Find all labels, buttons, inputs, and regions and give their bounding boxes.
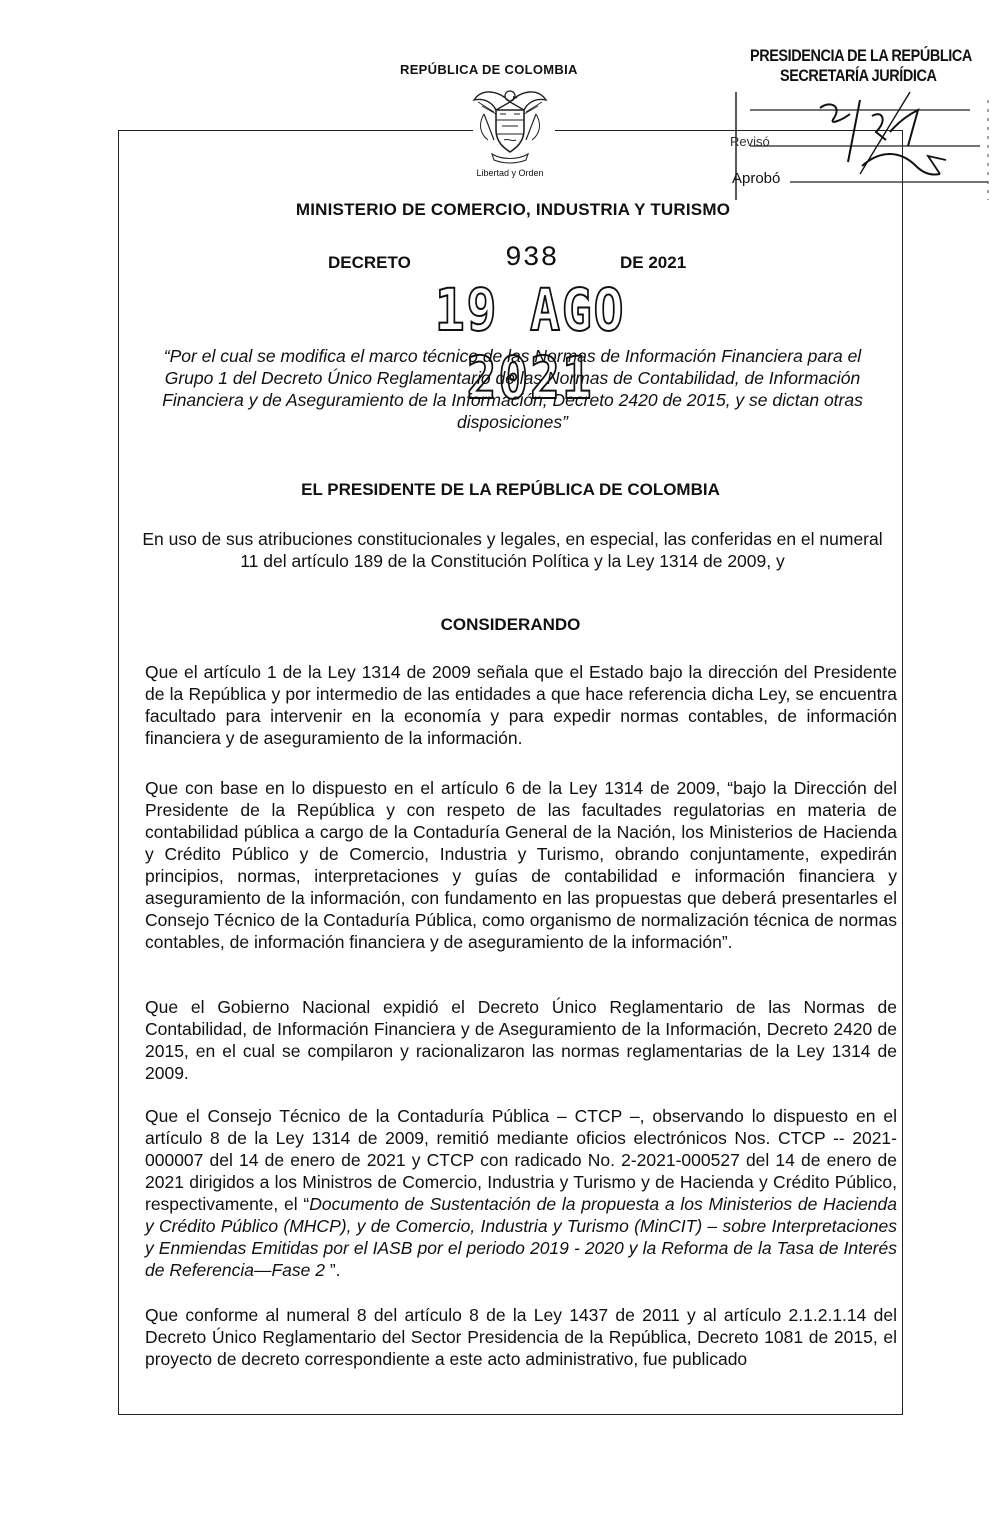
date-stamp: 19 AGO 2021 [434,276,626,412]
paragraph-4-close: ”. [324,1260,341,1280]
decree-year: DE 2021 [620,253,687,272]
stamp-aprobo-label: Aprobó [732,170,781,187]
stamp-reviso-label: Revisó [730,134,770,149]
considerando-paragraph-2: Que con base en lo dispuesto en el artículo 6 de la Ley 1314 de 2009, “bajo la Dirección del Presidente de la República y con respeto de las facultades regulatorias en materia de contabilidad pública a cargo de la Contaduría General de la Nación, los Ministerios de Hacienda y Crédito Público y de Comercio, Industria y Turismo, obrando conjuntamente, expedirán principios, normas, interpretaciones y guías de contabilidad e información financiera y aseguramiento de la información, con fundamento en las propuestas que deberá presentarles el Consejo Técnico de la Contaduría Pública, como organismo de normalización técnica de normas contables, de información financiera y de aseguramiento de la información”. [145,778,897,952]
considerando-heading: CONSIDERANDO [440,615,581,634]
considerando-paragraph-4 [145,1105,897,1281]
paragraph-4-intro: Que el Consejo Técnico de la Contaduría Pública – CTCP –, observando lo dispuesto en el artículo 8 de la Ley 1314 de 2009, remitió mediante oficios electrónicos Nos. CTCP -- 2021-000007 del 14 de enero de 2021 y CTCP con radicado No. 2-2021-000527 del 14 de enero de 2021 dirigidos a los Ministros de Comercio, Industria y Turismo y de Hacienda y Crédito Público, respectivamente, el “ [145,1106,897,1214]
preamble-text: En uso de sus atribuciones constitucionales y legales, en especial, las conferidas en el numeral 11 del artículo 189 de la Constitución Política y la Ley 1314 de 2009, y [142,529,883,571]
stamp-line-presidencia: PRESIDENCIA DE LA REPÚBLICA [750,46,972,65]
decree-title: “Por el cual se modifica el marco técnico de las Normas de Información Financiera para el Grupo 1 del Decreto Único Reglamentario de las Normas de Contabilidad, de Información Financiera y de Aseguramiento de la Información, Decreto 2420 de 2015, y se dictan otras disposiciones” [162,346,863,432]
handwritten-initials-signature [790,70,970,200]
stamp-line-secretaria: SECRETARÍA JURÍDICA [780,66,937,85]
considerando-paragraph-5: Que conforme al numeral 8 del artículo 8 de la Ley 1437 de 2011 y al artículo 2.1.2.1.14 del Decreto Único Reglamentario del Sector Presidencia de la República, Decreto 1081 de 2015, el proyecto de decreto correspondiente a este acto administrativo, fue publicado [145,1305,897,1369]
frame-top-rule-left [118,130,473,131]
ministry-heading: MINISTERIO DE COMERCIO, INDUSTRIA Y TURISMO [295,200,731,219]
coat-of-arms-icon [470,80,550,166]
decree-label: DECRETO [328,253,411,272]
decree-number: 938 [505,243,559,274]
president-heading: EL PRESIDENTE DE LA REPÚBLICA DE COLOMBIA [301,480,720,499]
motto-text: Libertad y Orden [476,168,544,178]
republic-heading: REPÚBLICA DE COLOMBIA [400,62,578,77]
considerando-paragraph-3: Que el Gobierno Nacional expidió el Decreto Único Reglamentario de las Normas de Contabilidad, de Información Financiera y de Aseguramiento de la Información, Decreto 2420 de 2015, en el cual se compilaron y racionalizaron las normas reglamentarias de la Ley 1314 de 2009. [145,997,897,1083]
paragraph-4-document-title: Documento de Sustentación de la propuesta a los Ministerios de Hacienda y Crédito Público (MHCP), y de Comercio, Industria y Turismo (MinCIT) – sobre Interpretaciones y Enmiendas Emitidas por el IASB por el periodo 2019 - 2020 y la Reforma de la Tasa de Interés de Referencia—Fase 2 [145,1194,897,1280]
considerando-paragraph-1: Que el artículo 1 de la Ley 1314 de 2009 señala que el Estado bajo la dirección del Presidente de la República y por intermedio de las entidades a que hace referencia dicha Ley, se encuentra facultado para intervenir en la economía y para expedir normas contables, de información financiera y de aseguramiento de la información. [145,662,897,748]
